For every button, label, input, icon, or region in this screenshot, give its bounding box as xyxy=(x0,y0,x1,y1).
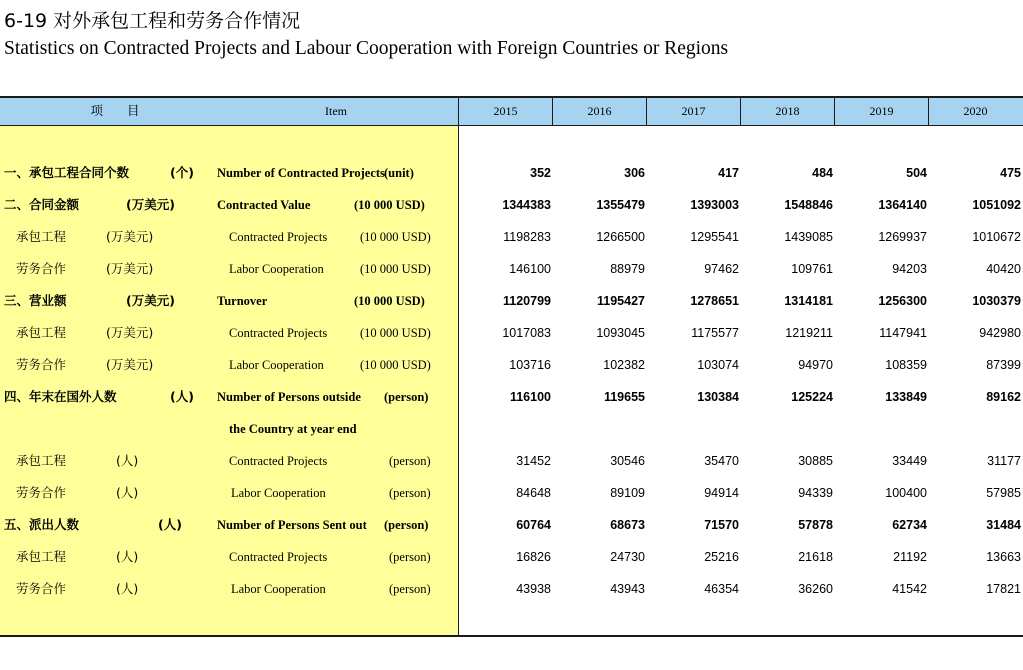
table-row xyxy=(0,317,1023,349)
value-cell: 94970 xyxy=(798,358,833,372)
row-unit-en: (10 000 USD) xyxy=(360,358,431,372)
value-cell: 30885 xyxy=(798,454,833,468)
value-cell: 17821 xyxy=(986,582,1021,596)
value-cell: 88979 xyxy=(610,262,645,276)
header-year-2020: 2020 xyxy=(963,104,988,118)
row-label-en: Turnover xyxy=(217,294,268,308)
row-unit-en: (unit) xyxy=(384,166,414,180)
value-cell: 1219211 xyxy=(785,326,833,340)
row-label-cn: 三、营业额 xyxy=(4,293,67,308)
value-cell: 100400 xyxy=(885,486,927,500)
row-label-cn: 承包工程 xyxy=(16,549,67,564)
value-cell: 30546 xyxy=(610,454,645,468)
row-label-cn: 五、派出人数 xyxy=(4,517,80,532)
row-label-cn: 一、承包工程合同个数 xyxy=(4,165,130,180)
value-cell: 24730 xyxy=(610,550,645,564)
value-cell: 108359 xyxy=(885,358,927,372)
value-cell: 46354 xyxy=(704,582,739,596)
row-unit-en: (person) xyxy=(384,518,429,532)
value-cell: 417 xyxy=(718,166,739,180)
page-subtitle: Statistics on Contracted Projects and Labour Cooperation with Foreign Countries or Regions xyxy=(4,38,729,59)
value-cell: 125224 xyxy=(791,390,833,404)
row-unit-en: (10 000 USD) xyxy=(354,294,425,308)
header-year-2019: 2019 xyxy=(869,104,894,118)
value-cell: 1364140 xyxy=(878,198,927,212)
row-label-en: the Country at year end xyxy=(229,422,357,436)
row-label-cn: 劳务合作 xyxy=(16,357,67,372)
row-label-en: Labor Cooperation xyxy=(229,262,324,276)
row-unit-en: (person) xyxy=(389,486,431,500)
value-cell: 1175577 xyxy=(691,326,739,340)
row-unit-cn: (人) xyxy=(158,517,182,532)
row-label-en: Contracted Value xyxy=(217,198,311,212)
table-row xyxy=(0,541,1023,573)
value-cell: 43943 xyxy=(610,582,645,596)
row-label-en: Number of Persons Sent out xyxy=(217,518,367,532)
row-label-cn: 劳务合作 xyxy=(16,485,67,500)
value-cell: 60764 xyxy=(516,518,551,532)
table-row xyxy=(0,189,1023,221)
row-label-cn: 承包工程 xyxy=(16,453,67,468)
value-cell: 94914 xyxy=(704,486,739,500)
row-label-cn: 二、合同金额 xyxy=(4,197,80,212)
value-cell: 352 xyxy=(530,166,551,180)
value-cell: 40420 xyxy=(986,262,1021,276)
value-cell: 1266500 xyxy=(596,230,645,244)
value-cell: 119655 xyxy=(603,390,645,404)
value-cell: 57985 xyxy=(986,486,1021,500)
row-unit-en: (person) xyxy=(384,390,429,404)
value-cell: 94203 xyxy=(892,262,927,276)
row-unit-cn: (万美元) xyxy=(106,261,154,276)
row-label-en: Labor Cooperation xyxy=(231,582,326,596)
table-row xyxy=(0,221,1023,253)
row-unit-cn: (个) xyxy=(170,165,194,180)
row-label-en: Contracted Projects xyxy=(229,454,328,468)
table-row xyxy=(0,381,1023,413)
value-cell: 21192 xyxy=(893,550,927,564)
row-label-cn: 劳务合作 xyxy=(16,581,67,596)
value-cell: 102382 xyxy=(603,358,645,372)
row-label-cn: 劳务合作 xyxy=(16,261,67,276)
row-unit-cn: (万美元) xyxy=(106,229,154,244)
value-cell: 1355479 xyxy=(596,198,645,212)
row-unit-en: (10 000 USD) xyxy=(360,230,431,244)
value-cell: 116100 xyxy=(509,390,551,404)
value-cell: 21618 xyxy=(798,550,833,564)
row-label-en: Contracted Projects xyxy=(229,550,328,564)
row-unit-en: (person) xyxy=(389,454,431,468)
row-unit-en: (10 000 USD) xyxy=(360,262,431,276)
value-cell: 94339 xyxy=(798,486,833,500)
value-cell: 31177 xyxy=(987,454,1021,468)
value-cell: 475 xyxy=(1000,166,1021,180)
value-cell: 484 xyxy=(812,166,833,180)
header-divider xyxy=(552,96,553,126)
value-cell: 504 xyxy=(906,166,927,180)
value-cell: 1198283 xyxy=(503,230,551,244)
row-label-cn: 承包工程 xyxy=(16,229,67,244)
value-cell: 13663 xyxy=(986,550,1021,564)
table-row xyxy=(0,509,1023,541)
row-label-cn: 承包工程 xyxy=(16,325,67,340)
value-cell: 1295541 xyxy=(690,230,739,244)
header-item-en: Item xyxy=(325,104,347,118)
row-unit-cn: (万美元) xyxy=(106,357,154,372)
value-cell: 146100 xyxy=(509,262,551,276)
value-cell: 87399 xyxy=(986,358,1021,372)
value-cell: 942980 xyxy=(979,326,1021,340)
header-divider xyxy=(740,96,741,126)
value-cell: 1093045 xyxy=(596,326,645,340)
value-cell: 89162 xyxy=(986,390,1021,404)
value-cell: 57878 xyxy=(798,518,833,532)
value-cell: 1120799 xyxy=(503,294,551,308)
value-cell: 68673 xyxy=(610,518,645,532)
page-title: 6-19 对外承包工程和劳务合作情况 xyxy=(4,10,301,32)
header-year-2015: 2015 xyxy=(493,104,518,118)
header-item-cn: 项 目 xyxy=(90,103,150,118)
value-cell: 1344383 xyxy=(502,198,551,212)
value-cell: 36260 xyxy=(798,582,833,596)
row-unit-cn: (人) xyxy=(116,485,139,500)
value-cell: 1256300 xyxy=(878,294,927,308)
row-unit-cn: (万美元) xyxy=(126,293,175,308)
value-cell: 71570 xyxy=(704,518,739,532)
value-cell: 16826 xyxy=(516,550,551,564)
row-label-en: Labor Cooperation xyxy=(231,486,326,500)
value-cell: 25216 xyxy=(704,550,739,564)
table-row xyxy=(0,253,1023,285)
table-row xyxy=(0,285,1023,317)
value-cell: 1051092 xyxy=(972,198,1021,212)
row-label-en: Number of Contracted Projects xyxy=(217,166,385,180)
header-divider xyxy=(834,96,835,126)
table-bottom-rule xyxy=(0,635,1023,637)
value-cell: 1278651 xyxy=(690,294,739,308)
value-cell: 62734 xyxy=(892,518,927,532)
value-cell: 84648 xyxy=(516,486,551,500)
row-label-en: Number of Persons outside xyxy=(217,390,361,404)
value-cell: 31484 xyxy=(986,518,1021,532)
row-unit-cn: (人) xyxy=(116,581,139,596)
table-row xyxy=(0,413,1023,445)
row-label-cn: 四、年末在国外人数 xyxy=(4,389,117,404)
statistics-table xyxy=(0,96,1023,636)
table-row xyxy=(0,445,1023,477)
table-row xyxy=(0,349,1023,381)
table-row xyxy=(0,477,1023,509)
header-divider xyxy=(928,96,929,126)
value-cell: 1314181 xyxy=(784,294,833,308)
value-cell: 41542 xyxy=(892,582,927,596)
row-unit-cn: (万美元) xyxy=(106,325,154,340)
value-cell: 109761 xyxy=(791,262,833,276)
row-unit-cn: (万美元) xyxy=(126,197,175,212)
value-cell: 97462 xyxy=(704,262,739,276)
value-cell: 33449 xyxy=(892,454,927,468)
header-divider xyxy=(646,96,647,126)
row-unit-cn: (人) xyxy=(116,549,139,564)
table-row xyxy=(0,573,1023,605)
value-cell: 1030379 xyxy=(972,294,1021,308)
value-cell: 103074 xyxy=(697,358,739,372)
value-cell: 35470 xyxy=(704,454,739,468)
row-label-en: Labor Cooperation xyxy=(229,358,324,372)
value-cell: 133849 xyxy=(885,390,927,404)
value-cell: 306 xyxy=(624,166,645,180)
value-cell: 89109 xyxy=(610,486,645,500)
header-year-2018: 2018 xyxy=(775,104,800,118)
value-cell: 1548846 xyxy=(784,198,833,212)
value-cell: 130384 xyxy=(697,390,739,404)
header-year-2017: 2017 xyxy=(681,104,706,118)
value-cell: 1017083 xyxy=(502,326,551,340)
table-row xyxy=(0,157,1023,189)
row-label-en: Contracted Projects xyxy=(229,230,328,244)
value-cell: 1010672 xyxy=(972,230,1021,244)
row-unit-cn: (人) xyxy=(170,389,194,404)
value-cell: 43938 xyxy=(516,582,551,596)
row-unit-en: (10 000 USD) xyxy=(360,326,431,340)
row-unit-en: (10 000 USD) xyxy=(354,198,425,212)
value-cell: 1439085 xyxy=(784,230,833,244)
value-cell: 31452 xyxy=(516,454,551,468)
value-cell: 1393003 xyxy=(690,198,739,212)
value-cell: 1195427 xyxy=(597,294,645,308)
value-cell: 1147941 xyxy=(879,326,927,340)
row-unit-en: (person) xyxy=(389,550,431,564)
row-unit-en: (person) xyxy=(389,582,431,596)
row-unit-cn: (人) xyxy=(116,453,139,468)
value-cell: 103716 xyxy=(509,358,551,372)
value-cell: 1269937 xyxy=(878,230,927,244)
header-year-2016: 2016 xyxy=(587,104,612,118)
row-label-en: Contracted Projects xyxy=(229,326,328,340)
